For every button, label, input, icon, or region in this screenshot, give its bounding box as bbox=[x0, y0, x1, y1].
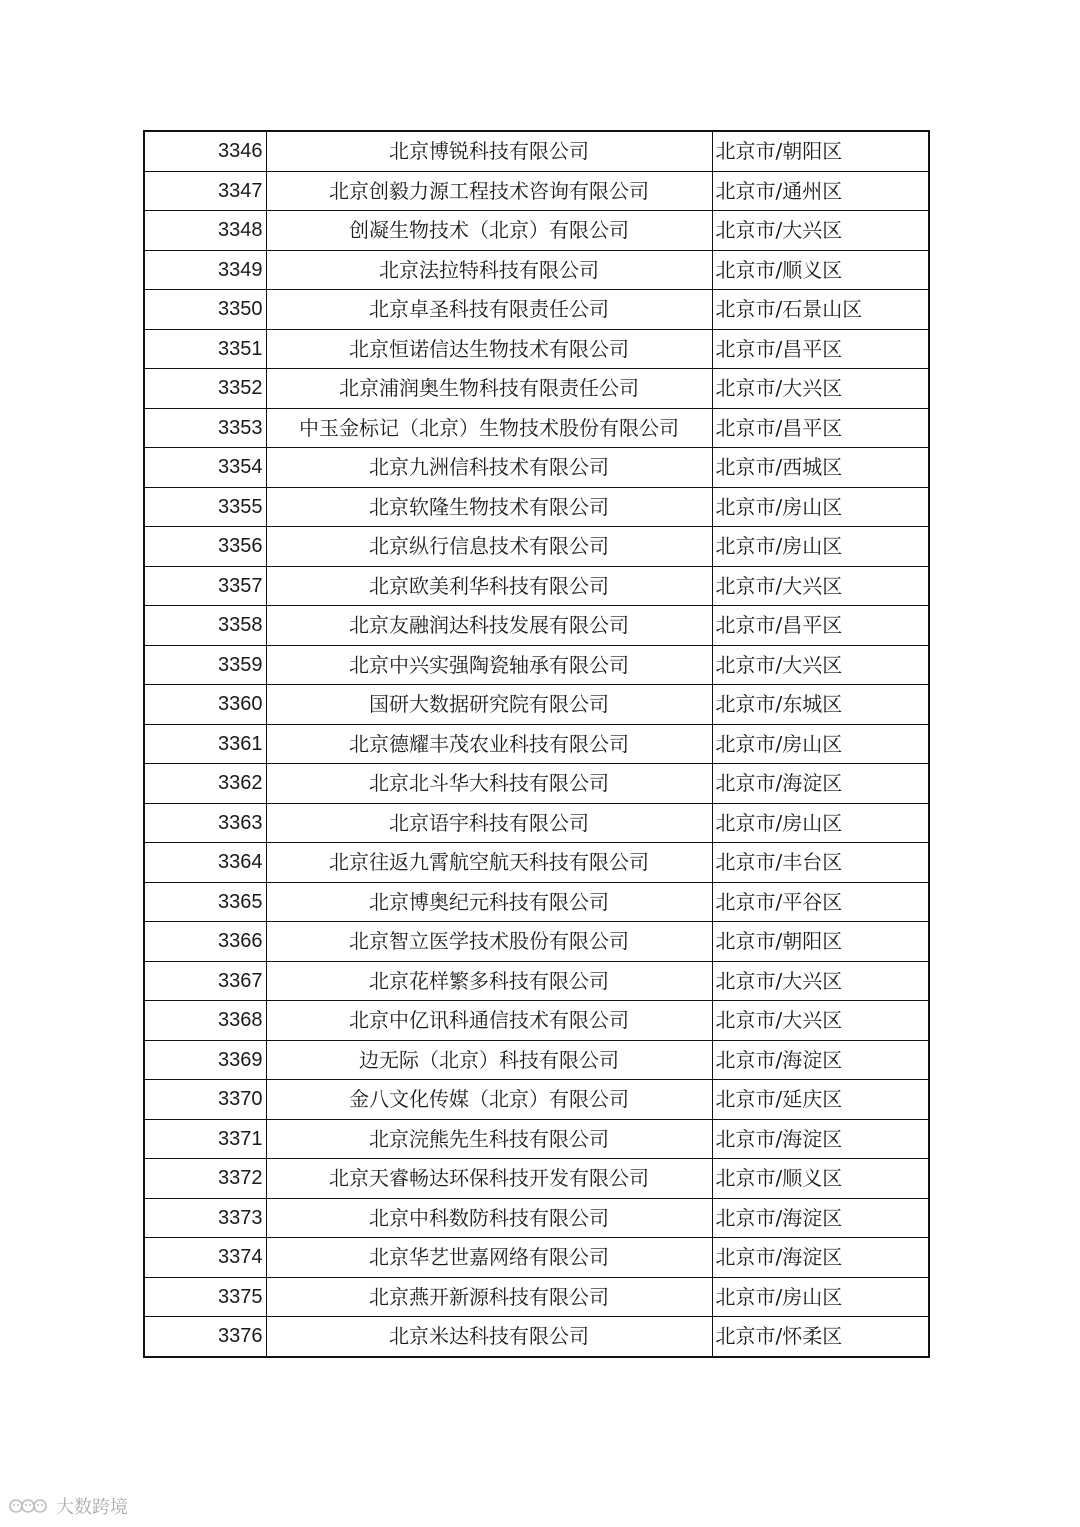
company-location: 北京市/通州区 bbox=[712, 171, 929, 211]
company-name: 边无际（北京）科技有限公司 bbox=[266, 1040, 712, 1080]
company-location: 北京市/大兴区 bbox=[712, 645, 929, 685]
table-row bbox=[144, 843, 929, 883]
company-location: 北京市/房山区 bbox=[712, 724, 929, 764]
table-row bbox=[144, 606, 929, 646]
company-name: 北京华艺世嘉网络有限公司 bbox=[266, 1238, 712, 1278]
row-number: 3376 bbox=[144, 1317, 266, 1357]
row-number: 3353 bbox=[144, 408, 266, 448]
row-number: 3350 bbox=[144, 290, 266, 330]
company-name: 北京天睿畅达环保科技开发有限公司 bbox=[266, 1159, 712, 1199]
table-row bbox=[144, 211, 929, 251]
company-name: 北京花样繁多科技有限公司 bbox=[266, 961, 712, 1001]
row-number: 3352 bbox=[144, 369, 266, 409]
company-name: 北京中兴实强陶瓷轴承有限公司 bbox=[266, 645, 712, 685]
table-row bbox=[144, 724, 929, 764]
table-row bbox=[144, 290, 929, 330]
row-number: 3370 bbox=[144, 1080, 266, 1120]
table-row bbox=[144, 764, 929, 804]
company-location: 北京市/平谷区 bbox=[712, 882, 929, 922]
company-location: 北京市/房山区 bbox=[712, 527, 929, 567]
row-number: 3364 bbox=[144, 843, 266, 883]
row-number: 3360 bbox=[144, 685, 266, 725]
company-location: 北京市/海淀区 bbox=[712, 1238, 929, 1278]
company-name: 北京往返九霄航空航天科技有限公司 bbox=[266, 843, 712, 883]
company-location: 北京市/大兴区 bbox=[712, 961, 929, 1001]
company-name: 北京卓圣科技有限责任公司 bbox=[266, 290, 712, 330]
company-location: 北京市/昌平区 bbox=[712, 408, 929, 448]
company-location: 北京市/昌平区 bbox=[712, 606, 929, 646]
company-name: 国研大数据研究院有限公司 bbox=[266, 685, 712, 725]
company-name: 北京北斗华大科技有限公司 bbox=[266, 764, 712, 804]
table-row bbox=[144, 1001, 929, 1041]
row-number: 3375 bbox=[144, 1277, 266, 1317]
company-location: 北京市/海淀区 bbox=[712, 1040, 929, 1080]
row-number: 3357 bbox=[144, 566, 266, 606]
company-name: 北京燕开新源科技有限公司 bbox=[266, 1277, 712, 1317]
company-location: 北京市/海淀区 bbox=[712, 1198, 929, 1238]
row-number: 3354 bbox=[144, 448, 266, 488]
company-location: 北京市/海淀区 bbox=[712, 1119, 929, 1159]
watermark-text: 大数跨境 bbox=[56, 1497, 128, 1518]
row-number: 3366 bbox=[144, 922, 266, 962]
company-location: 北京市/丰台区 bbox=[712, 843, 929, 883]
company-name: 中玉金标记（北京）生物技术股份有限公司 bbox=[266, 408, 712, 448]
company-name: 北京恒诺信达生物技术有限公司 bbox=[266, 329, 712, 369]
company-name: 北京中亿讯科通信技术有限公司 bbox=[266, 1001, 712, 1041]
company-location: 北京市/大兴区 bbox=[712, 566, 929, 606]
company-name: 北京浣熊先生科技有限公司 bbox=[266, 1119, 712, 1159]
company-location: 北京市/房山区 bbox=[712, 1277, 929, 1317]
company-location: 北京市/海淀区 bbox=[712, 764, 929, 804]
table-row bbox=[144, 527, 929, 567]
row-number: 3347 bbox=[144, 171, 266, 211]
row-number: 3351 bbox=[144, 329, 266, 369]
row-number: 3356 bbox=[144, 527, 266, 567]
watermark bbox=[8, 1493, 128, 1519]
company-name: 北京博锐科技有限公司 bbox=[266, 131, 712, 171]
table-row bbox=[144, 1080, 929, 1120]
company-name: 北京九洲信科技术有限公司 bbox=[266, 448, 712, 488]
company-location: 北京市/朝阳区 bbox=[712, 922, 929, 962]
table-row bbox=[144, 131, 929, 171]
company-name: 北京纵行信息技术有限公司 bbox=[266, 527, 712, 567]
company-name: 金八文化传媒（北京）有限公司 bbox=[266, 1080, 712, 1120]
table-body bbox=[144, 131, 929, 1357]
company-location: 北京市/房山区 bbox=[712, 487, 929, 527]
row-number: 3362 bbox=[144, 764, 266, 804]
table-row bbox=[144, 882, 929, 922]
company-location: 北京市/大兴区 bbox=[712, 1001, 929, 1041]
company-location: 北京市/顺义区 bbox=[712, 250, 929, 290]
table-row bbox=[144, 329, 929, 369]
row-number: 3355 bbox=[144, 487, 266, 527]
row-number: 3367 bbox=[144, 961, 266, 1001]
company-name: 北京米达科技有限公司 bbox=[266, 1317, 712, 1357]
table-row bbox=[144, 408, 929, 448]
row-number: 3372 bbox=[144, 1159, 266, 1199]
table-row bbox=[144, 1317, 929, 1357]
row-number: 3359 bbox=[144, 645, 266, 685]
table-row bbox=[144, 566, 929, 606]
table-row bbox=[144, 1159, 929, 1199]
table-row bbox=[144, 1238, 929, 1278]
table-row bbox=[144, 922, 929, 962]
company-name: 北京德耀丰茂农业科技有限公司 bbox=[266, 724, 712, 764]
company-name: 北京法拉特科技有限公司 bbox=[266, 250, 712, 290]
company-name: 北京友融润达科技发展有限公司 bbox=[266, 606, 712, 646]
table-row bbox=[144, 1040, 929, 1080]
company-name: 北京博奥纪元科技有限公司 bbox=[266, 882, 712, 922]
table-row bbox=[144, 369, 929, 409]
company-list-table bbox=[143, 130, 930, 1358]
company-name: 北京浦润奥生物科技有限责任公司 bbox=[266, 369, 712, 409]
company-name: 创凝生物技术（北京）有限公司 bbox=[266, 211, 712, 251]
row-number: 3365 bbox=[144, 882, 266, 922]
table-row bbox=[144, 685, 929, 725]
row-number: 3368 bbox=[144, 1001, 266, 1041]
company-location: 北京市/延庆区 bbox=[712, 1080, 929, 1120]
company-location: 北京市/东城区 bbox=[712, 685, 929, 725]
wechat-logo-icon bbox=[8, 1497, 50, 1515]
table-row bbox=[144, 1119, 929, 1159]
company-location: 北京市/朝阳区 bbox=[712, 131, 929, 171]
company-name: 北京软隆生物技术有限公司 bbox=[266, 487, 712, 527]
table-row bbox=[144, 645, 929, 685]
row-number: 3374 bbox=[144, 1238, 266, 1278]
company-name: 北京创毅力源工程技术咨询有限公司 bbox=[266, 171, 712, 211]
table-row bbox=[144, 448, 929, 488]
company-location: 北京市/大兴区 bbox=[712, 369, 929, 409]
company-location: 北京市/石景山区 bbox=[712, 290, 929, 330]
company-location: 北京市/大兴区 bbox=[712, 211, 929, 251]
table-row bbox=[144, 803, 929, 843]
company-location: 北京市/顺义区 bbox=[712, 1159, 929, 1199]
row-number: 3373 bbox=[144, 1198, 266, 1238]
company-location: 北京市/昌平区 bbox=[712, 329, 929, 369]
company-name: 北京语宇科技有限公司 bbox=[266, 803, 712, 843]
row-number: 3363 bbox=[144, 803, 266, 843]
company-location: 北京市/怀柔区 bbox=[712, 1317, 929, 1357]
table-row bbox=[144, 961, 929, 1001]
table-row bbox=[144, 1277, 929, 1317]
table-row bbox=[144, 171, 929, 211]
company-name: 北京中科数防科技有限公司 bbox=[266, 1198, 712, 1238]
company-location: 北京市/西城区 bbox=[712, 448, 929, 488]
table-row bbox=[144, 250, 929, 290]
table-row bbox=[144, 487, 929, 527]
company-name: 北京智立医学技术股份有限公司 bbox=[266, 922, 712, 962]
row-number: 3348 bbox=[144, 211, 266, 251]
table-row bbox=[144, 1198, 929, 1238]
company-name: 北京欧美利华科技有限公司 bbox=[266, 566, 712, 606]
row-number: 3349 bbox=[144, 250, 266, 290]
row-number: 3346 bbox=[144, 131, 266, 171]
row-number: 3369 bbox=[144, 1040, 266, 1080]
company-location: 北京市/房山区 bbox=[712, 803, 929, 843]
row-number: 3361 bbox=[144, 724, 266, 764]
row-number: 3358 bbox=[144, 606, 266, 646]
row-number: 3371 bbox=[144, 1119, 266, 1159]
